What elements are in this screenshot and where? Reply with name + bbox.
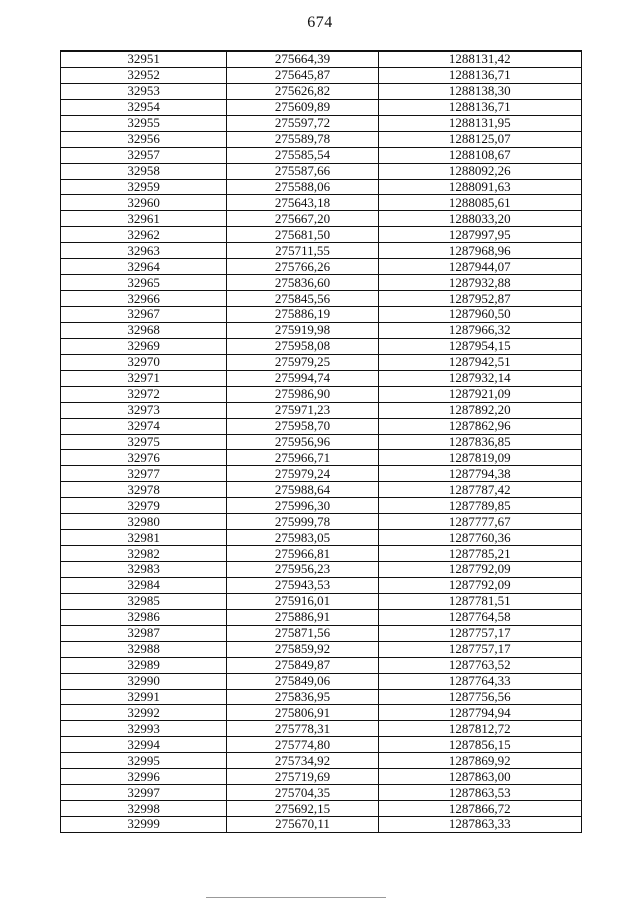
bottom-edge-mark xyxy=(206,897,386,898)
point-number-cell: 32960 xyxy=(61,195,227,211)
y-coordinate-cell: 1287792,09 xyxy=(378,562,581,578)
point-number-cell: 32951 xyxy=(61,51,227,67)
x-coordinate-cell: 275589,78 xyxy=(227,131,378,147)
table-row xyxy=(61,450,582,466)
x-coordinate-cell: 275774,80 xyxy=(227,737,378,753)
table-row xyxy=(61,641,582,657)
table-row xyxy=(61,402,582,418)
point-number-cell: 32965 xyxy=(61,275,227,291)
x-coordinate-cell: 275692,15 xyxy=(227,801,378,817)
point-number-cell: 32964 xyxy=(61,259,227,275)
point-number-cell: 32998 xyxy=(61,801,227,817)
y-coordinate-cell: 1287966,32 xyxy=(378,322,581,338)
point-number-cell: 32993 xyxy=(61,721,227,737)
x-coordinate-cell: 275886,19 xyxy=(227,307,378,323)
point-number-cell: 32985 xyxy=(61,593,227,609)
table-row xyxy=(61,546,582,562)
x-coordinate-cell: 275849,87 xyxy=(227,657,378,673)
table-row xyxy=(61,625,582,641)
y-coordinate-cell: 1287781,51 xyxy=(378,593,581,609)
x-coordinate-cell: 275670,11 xyxy=(227,817,378,833)
y-coordinate-cell: 1287892,20 xyxy=(378,402,581,418)
point-number-cell: 32977 xyxy=(61,466,227,482)
point-number-cell: 32953 xyxy=(61,83,227,99)
y-coordinate-cell: 1287942,51 xyxy=(378,354,581,370)
table-row xyxy=(61,577,582,593)
point-number-cell: 32980 xyxy=(61,514,227,530)
y-coordinate-cell: 1287764,33 xyxy=(378,673,581,689)
table-row xyxy=(61,673,582,689)
y-coordinate-cell: 1288108,67 xyxy=(378,147,581,163)
y-coordinate-cell: 1287785,21 xyxy=(378,546,581,562)
x-coordinate-cell: 275943,53 xyxy=(227,577,378,593)
y-coordinate-cell: 1287952,87 xyxy=(378,291,581,307)
point-number-cell: 32989 xyxy=(61,657,227,673)
table-row xyxy=(61,737,582,753)
table-row xyxy=(61,785,582,801)
table-row xyxy=(61,354,582,370)
y-coordinate-cell: 1287787,42 xyxy=(378,482,581,498)
point-number-cell: 32996 xyxy=(61,769,227,785)
point-number-cell: 32981 xyxy=(61,530,227,546)
point-number-cell: 32972 xyxy=(61,386,227,402)
x-coordinate-cell: 275956,96 xyxy=(227,434,378,450)
table-row xyxy=(61,291,582,307)
x-coordinate-cell: 275836,60 xyxy=(227,275,378,291)
y-coordinate-cell: 1287792,09 xyxy=(378,577,581,593)
x-coordinate-cell: 275986,90 xyxy=(227,386,378,402)
table-row xyxy=(61,243,582,259)
y-coordinate-cell: 1288085,61 xyxy=(378,195,581,211)
y-coordinate-cell: 1287777,67 xyxy=(378,514,581,530)
y-coordinate-cell: 1287760,36 xyxy=(378,530,581,546)
y-coordinate-cell: 1287812,72 xyxy=(378,721,581,737)
x-coordinate-cell: 275958,70 xyxy=(227,418,378,434)
point-number-cell: 32957 xyxy=(61,147,227,163)
y-coordinate-cell: 1287960,50 xyxy=(378,307,581,323)
y-coordinate-cell: 1287819,09 xyxy=(378,450,581,466)
point-number-cell: 32962 xyxy=(61,227,227,243)
point-number-cell: 32959 xyxy=(61,179,227,195)
y-coordinate-cell: 1287869,92 xyxy=(378,753,581,769)
x-coordinate-cell: 275597,72 xyxy=(227,115,378,131)
y-coordinate-cell: 1288092,26 xyxy=(378,163,581,179)
point-number-cell: 32955 xyxy=(61,115,227,131)
point-number-cell: 32986 xyxy=(61,609,227,625)
y-coordinate-cell: 1287944,07 xyxy=(378,259,581,275)
table-row xyxy=(61,259,582,275)
y-coordinate-cell: 1288033,20 xyxy=(378,211,581,227)
table-row xyxy=(61,609,582,625)
x-coordinate-cell: 275664,39 xyxy=(227,51,378,67)
table-row xyxy=(61,131,582,147)
table-row xyxy=(61,562,582,578)
table-row xyxy=(61,498,582,514)
point-number-cell: 32997 xyxy=(61,785,227,801)
table-row xyxy=(61,657,582,673)
table-row xyxy=(61,530,582,546)
point-number-cell: 32987 xyxy=(61,625,227,641)
point-number-cell: 32984 xyxy=(61,577,227,593)
table-row xyxy=(61,466,582,482)
point-number-cell: 32991 xyxy=(61,689,227,705)
y-coordinate-cell: 1287932,14 xyxy=(378,370,581,386)
table-row xyxy=(61,705,582,721)
x-coordinate-cell: 275766,26 xyxy=(227,259,378,275)
table-row xyxy=(61,227,582,243)
point-number-cell: 32958 xyxy=(61,163,227,179)
table-row xyxy=(61,115,582,131)
point-number-cell: 32976 xyxy=(61,450,227,466)
table-row xyxy=(61,147,582,163)
table-row xyxy=(61,482,582,498)
x-coordinate-cell: 275836,95 xyxy=(227,689,378,705)
y-coordinate-cell: 1287863,53 xyxy=(378,785,581,801)
table-row xyxy=(61,83,582,99)
point-number-cell: 32971 xyxy=(61,370,227,386)
x-coordinate-cell: 275704,35 xyxy=(227,785,378,801)
x-coordinate-cell: 275849,06 xyxy=(227,673,378,689)
x-coordinate-cell: 275916,01 xyxy=(227,593,378,609)
table-row xyxy=(61,307,582,323)
y-coordinate-cell: 1288136,71 xyxy=(378,67,581,83)
y-coordinate-cell: 1287794,94 xyxy=(378,705,581,721)
x-coordinate-cell: 275971,23 xyxy=(227,402,378,418)
y-coordinate-cell: 1287863,33 xyxy=(378,817,581,833)
table-row xyxy=(61,67,582,83)
point-number-cell: 32966 xyxy=(61,291,227,307)
y-coordinate-cell: 1287863,00 xyxy=(378,769,581,785)
y-coordinate-cell: 1288125,07 xyxy=(378,131,581,147)
y-coordinate-cell: 1287932,88 xyxy=(378,275,581,291)
y-coordinate-cell: 1287836,85 xyxy=(378,434,581,450)
table-row xyxy=(61,179,582,195)
y-coordinate-cell: 1287968,96 xyxy=(378,243,581,259)
x-coordinate-cell: 275999,78 xyxy=(227,514,378,530)
y-coordinate-cell: 1287764,58 xyxy=(378,609,581,625)
x-coordinate-cell: 275979,25 xyxy=(227,354,378,370)
point-number-cell: 32961 xyxy=(61,211,227,227)
y-coordinate-cell: 1287856,15 xyxy=(378,737,581,753)
table-row xyxy=(61,163,582,179)
table-row xyxy=(61,689,582,705)
x-coordinate-cell: 275585,54 xyxy=(227,147,378,163)
point-number-cell: 32968 xyxy=(61,322,227,338)
table-row xyxy=(61,275,582,291)
y-coordinate-cell: 1287866,72 xyxy=(378,801,581,817)
x-coordinate-cell: 275626,82 xyxy=(227,83,378,99)
x-coordinate-cell: 275956,23 xyxy=(227,562,378,578)
point-number-cell: 32979 xyxy=(61,498,227,514)
table-row xyxy=(61,514,582,530)
x-coordinate-cell: 275643,18 xyxy=(227,195,378,211)
x-coordinate-cell: 275845,56 xyxy=(227,291,378,307)
table-row xyxy=(61,418,582,434)
point-number-cell: 32952 xyxy=(61,67,227,83)
y-coordinate-cell: 1288138,30 xyxy=(378,83,581,99)
x-coordinate-cell: 275958,08 xyxy=(227,338,378,354)
table-row xyxy=(61,386,582,402)
table-row xyxy=(61,721,582,737)
table-row xyxy=(61,801,582,817)
y-coordinate-cell: 1288136,71 xyxy=(378,99,581,115)
point-number-cell: 32992 xyxy=(61,705,227,721)
y-coordinate-cell: 1287763,52 xyxy=(378,657,581,673)
x-coordinate-cell: 275966,71 xyxy=(227,450,378,466)
point-number-cell: 32969 xyxy=(61,338,227,354)
coordinates-table xyxy=(60,50,582,833)
table-row xyxy=(61,99,582,115)
x-coordinate-cell: 275996,30 xyxy=(227,498,378,514)
table-row xyxy=(61,753,582,769)
page-number: 674 xyxy=(307,14,333,31)
table-row xyxy=(61,370,582,386)
point-number-cell: 32954 xyxy=(61,99,227,115)
x-coordinate-cell: 275778,31 xyxy=(227,721,378,737)
x-coordinate-cell: 275983,05 xyxy=(227,530,378,546)
point-number-cell: 32978 xyxy=(61,482,227,498)
y-coordinate-cell: 1287757,17 xyxy=(378,641,581,657)
table-row xyxy=(61,322,582,338)
coordinates-table-body xyxy=(61,51,582,832)
point-number-cell: 32982 xyxy=(61,546,227,562)
x-coordinate-cell: 275588,06 xyxy=(227,179,378,195)
y-coordinate-cell: 1287757,17 xyxy=(378,625,581,641)
point-number-cell: 32990 xyxy=(61,673,227,689)
x-coordinate-cell: 275966,81 xyxy=(227,546,378,562)
x-coordinate-cell: 275711,55 xyxy=(227,243,378,259)
table-row xyxy=(61,593,582,609)
point-number-cell: 32974 xyxy=(61,418,227,434)
x-coordinate-cell: 275609,89 xyxy=(227,99,378,115)
point-number-cell: 32973 xyxy=(61,402,227,418)
x-coordinate-cell: 275919,98 xyxy=(227,322,378,338)
point-number-cell: 32956 xyxy=(61,131,227,147)
y-coordinate-cell: 1287921,09 xyxy=(378,386,581,402)
x-coordinate-cell: 275994,74 xyxy=(227,370,378,386)
x-coordinate-cell: 275979,24 xyxy=(227,466,378,482)
x-coordinate-cell: 275871,56 xyxy=(227,625,378,641)
y-coordinate-cell: 1287794,38 xyxy=(378,466,581,482)
x-coordinate-cell: 275719,69 xyxy=(227,769,378,785)
y-coordinate-cell: 1287756,56 xyxy=(378,689,581,705)
y-coordinate-cell: 1287789,85 xyxy=(378,498,581,514)
y-coordinate-cell: 1287997,95 xyxy=(378,227,581,243)
table-row xyxy=(61,817,582,833)
point-number-cell: 32995 xyxy=(61,753,227,769)
x-coordinate-cell: 275859,92 xyxy=(227,641,378,657)
table-row xyxy=(61,434,582,450)
x-coordinate-cell: 275667,20 xyxy=(227,211,378,227)
y-coordinate-cell: 1288091,63 xyxy=(378,179,581,195)
y-coordinate-cell: 1287954,15 xyxy=(378,338,581,354)
x-coordinate-cell: 275886,91 xyxy=(227,609,378,625)
point-number-cell: 32970 xyxy=(61,354,227,370)
point-number-cell: 32988 xyxy=(61,641,227,657)
point-number-cell: 32999 xyxy=(61,817,227,833)
point-number-cell: 32983 xyxy=(61,562,227,578)
point-number-cell: 32967 xyxy=(61,307,227,323)
table-row xyxy=(61,195,582,211)
point-number-cell: 32963 xyxy=(61,243,227,259)
point-number-cell: 32994 xyxy=(61,737,227,753)
y-coordinate-cell: 1288131,95 xyxy=(378,115,581,131)
x-coordinate-cell: 275806,91 xyxy=(227,705,378,721)
table-row xyxy=(61,769,582,785)
x-coordinate-cell: 275681,50 xyxy=(227,227,378,243)
point-number-cell: 32975 xyxy=(61,434,227,450)
x-coordinate-cell: 275734,92 xyxy=(227,753,378,769)
table-row xyxy=(61,51,582,67)
y-coordinate-cell: 1288131,42 xyxy=(378,51,581,67)
x-coordinate-cell: 275587,66 xyxy=(227,163,378,179)
y-coordinate-cell: 1287862,96 xyxy=(378,418,581,434)
x-coordinate-cell: 275645,87 xyxy=(227,67,378,83)
table-row xyxy=(61,338,582,354)
x-coordinate-cell: 275988,64 xyxy=(227,482,378,498)
table-row xyxy=(61,211,582,227)
